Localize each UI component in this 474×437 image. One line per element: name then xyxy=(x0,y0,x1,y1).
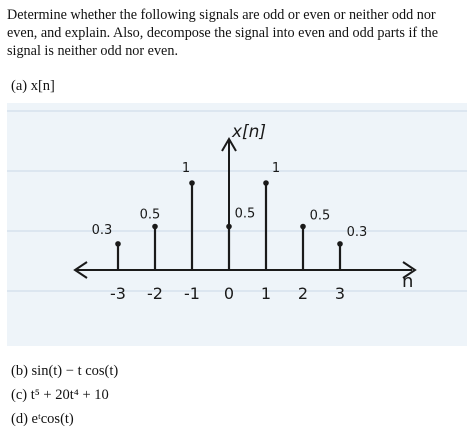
value-label: 0.3 xyxy=(346,224,368,240)
value-label: 1 xyxy=(271,161,281,176)
value-label: 0.5 xyxy=(309,208,331,224)
value-label: 1 xyxy=(181,161,191,176)
x-tick-label: -1 xyxy=(184,284,200,303)
plot-title: x[n] xyxy=(231,122,267,142)
x-tick-label: -2 xyxy=(147,284,163,303)
x-tick-label: 2 xyxy=(297,284,309,303)
stem-marker xyxy=(226,224,232,230)
x-tick-label: 0 xyxy=(223,284,235,303)
value-label: 0.5 xyxy=(234,206,256,222)
problem-statement: Determine whether the following signals are odd or even or neither odd nor even, and explain. Also, decompose the signal into even and odd parts if the signal is neither odd nor even. xyxy=(7,7,439,59)
part-c-label: (c) t⁵ + 20t⁴ + 10 xyxy=(11,387,109,403)
stem-marker xyxy=(263,180,269,186)
x-tick-label: 3 xyxy=(334,284,346,303)
stem-marker xyxy=(115,241,121,247)
part-a-label: (a) x[n] xyxy=(11,78,55,94)
part-b-label: (b) sin(t) − t cos(t) xyxy=(11,363,119,379)
x-tick-label: 1 xyxy=(260,284,272,303)
stem-marker xyxy=(300,224,306,230)
x-tick-label: -3 xyxy=(110,284,126,303)
stem-marker xyxy=(337,241,343,247)
stem-marker xyxy=(152,224,158,230)
value-label: 0.3 xyxy=(91,222,113,238)
stem-marker xyxy=(189,180,195,186)
stem-plot-figure xyxy=(7,103,467,346)
tick-labels xyxy=(110,284,345,303)
part-d-label: (d) eᵗcos(t) xyxy=(11,411,74,427)
x-axis-label: n xyxy=(402,271,414,292)
value-label: 0.5 xyxy=(139,207,161,223)
stem-plot-svg xyxy=(7,103,467,346)
